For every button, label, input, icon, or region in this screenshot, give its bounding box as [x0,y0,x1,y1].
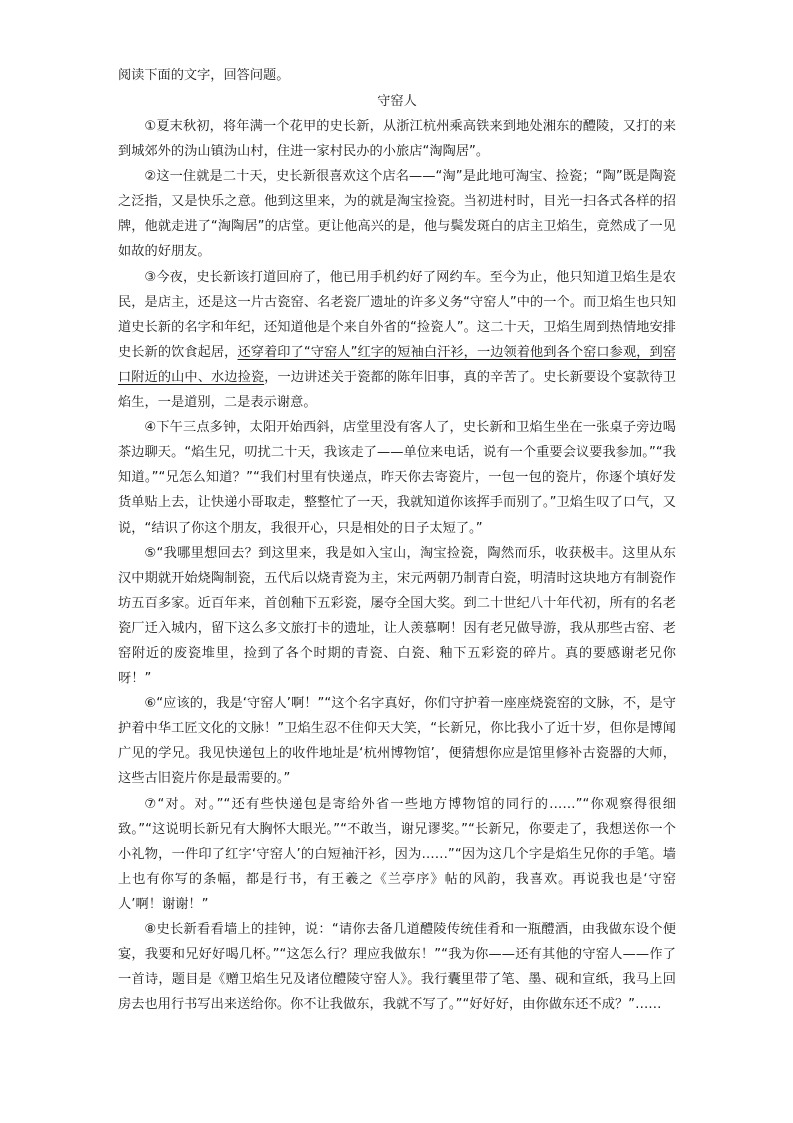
paragraph-text: ⑧史长新看看墙上的挂钟，说：“请你去备几道醴陵传统佳肴和一瓶醴酒，由我做东设个便宴，我要和兄好好喝几杯。”“这怎么行？理应我做东！”“我为你——还有其他的守窑人——作了一首诗，题目是《赠卫焰生兄及诸位醴陵守窑人》。我行囊里带了笔、墨、砚和宣纸，我马上回房去也用行书写出来送给你。你不让我做东，我就不写了。”“好好好，由你做东还不成？”…… [118,922,676,1013]
paragraph-text: ②这一住就是二十天，史长新很喜欢这个店名——“淘”是此地可淘宝、捡瓷；“陶”既是陶瓷之泛指，又是快乐之意。他到这里来，为的就是淘宝捡瓷。当初进村时，目光一扫各式各样的招牌，他就走进了“淘陶居”的店堂。更让他高兴的是，他与鬓发斑白的店主卫焰生，竟然成了一见如故的好朋友。 [118,169,676,260]
paragraph-text: ⑥“应该的，我是‘守窑人’啊！”“这个名字真好，你们守护着一座座烧瓷窑的文脉，不，是守护着中华工匠文化的文脉！”卫焰生忍不住仰天大笑，“长新兄，你比我小了近十岁，但你是博闻广见的学兄。我见快递包上的收件地址是‘杭州博物馆’，便猜想你应是馆里修补古瓷器的大师，这些古旧瓷片你是最需要的。” [118,696,676,787]
paragraph-text: ④下午三点多钟，太阳开始西斜，店堂里没有客人了，史长新和卫焰生坐在一张桌子旁边喝茶边聊天。“焰生兄，叨扰二十天，我该走了——单位来电话，说有一个重要会议要我参加。”“我知道。”“兄怎么知道？”“我们村里有快递点，昨天你去寄瓷片，一包一包的瓷片，你逐个填好发货单贴上去，让快递小哥取走，整整忙了一天，我就知道你该挥手而别了。”卫焰生叹了口气，又说，“结识了你这个朋友，我很开心，只是相处的日子太短了。” [118,420,676,536]
paragraph-text: ⑦“对。对。”“还有些快递包是寄给外省一些地方博物馆的同行的……”“你观察得很细致。”“这说明长新兄有大胸怀大眼光。”“不敢当，谢兄谬奖。”“长新兄，你要走了，我想送你一个小礼物，一件印了红字‘守窑人’的白短袖汗衫，因为……”“因为这几个字是焰生兄你的手笔。墙上也有你写的条幅，都是行书，有王羲之《兰亭序》帖的风韵，我喜欢。再说我也是‘守窑人’啊！谢谢！” [118,796,676,912]
paragraph-text: ，一边讲述关于瓷都的陈年旧事，真的辛苦了。史长新要设个宴款待卫焰生，一是道别，二是表示谢意。 [118,369,676,411]
paragraph-3 [118,265,676,416]
paragraph-8 [118,917,676,1017]
paragraph-text: ③今夜，史长新该打道回府了，他已用手机约好了网约车。至今为止，他只知道卫焰生是农民，是店主，还是这一片古瓷窑、名老瓷厂遗址的许多义务“守窑人”中的一个。而卫焰生也只知道史长新的名字和年纪，还知道他是个来自外省的“捡瓷人”。这二十天，卫焰生周到热情地安排史长新的饮食起居， [118,269,676,360]
paragraph-5 [118,541,676,692]
underlined-sentence: 还穿着印了“守窑人”红字的短袖白汗衫，一边领着他到各个窑口参观，到窑口附近的山中、水边捡瓷 [118,344,676,385]
paragraph-7 [118,792,676,917]
paragraph-6 [118,691,676,791]
paragraph-2 [118,164,676,264]
article-title: 守窑人 [377,94,417,109]
paragraph-text: ⑤“我哪里想回去？到这里来，我是如入宝山，淘宝捡瓷，陶然而乐，收获极丰。这里从东汉中期就开始烧陶制瓷，五代后以烧青瓷为主，宋元两朝乃制青白瓷，明清时这块地方有制瓷作坊五百多家。近百年来，首创釉下五彩瓷，屡夺全国大奖。到二十世纪八十年代初，所有的名老瓷厂迁入城内，留下这么多文旅打卡的遗址，让人羡慕啊！因有老兄做导游，我从那些古窑、老窑附近的废瓷堆里，捡到了各个时期的青瓷、白瓷、釉下五彩瓷的碎片。真的要感谢老兄你呀！” [118,545,676,687]
document-page [118,64,676,1017]
instruction-text: 阅读下面的文字，回答问题。 [118,68,290,83]
article-body [118,114,676,1017]
paragraph-4 [118,415,676,540]
paragraph-text: ①夏末秋初，将年满一个花甲的史长新，从浙江杭州乘高铁来到地处湘东的醴陵，又打的来到城郊外的沩山镇沩山村，住进一家村民办的小旅店“淘陶居”。 [118,119,676,160]
paragraph-1 [118,114,676,164]
